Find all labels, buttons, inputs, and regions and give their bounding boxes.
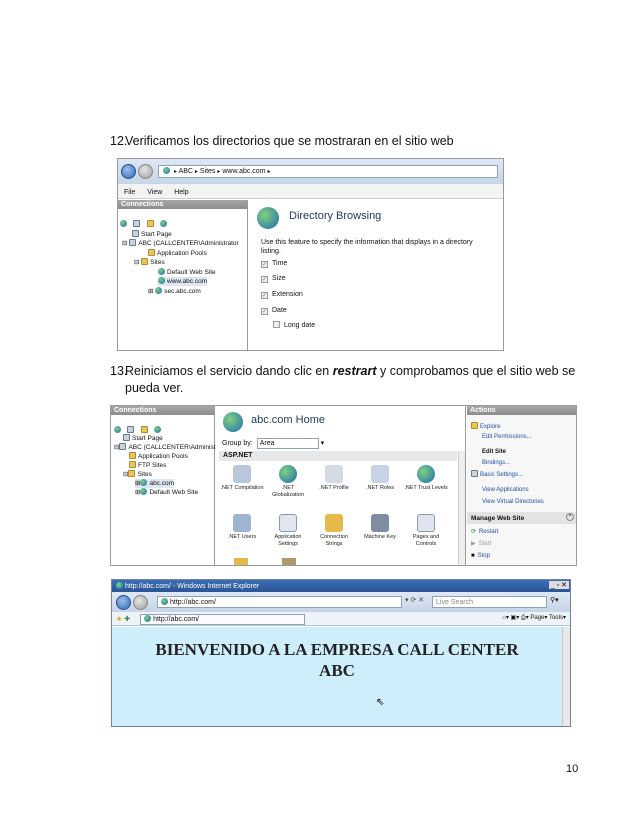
feature-icon-partial [282, 558, 296, 566]
checkbox-icon[interactable]: ✓ [262, 293, 268, 299]
feature-machine-key[interactable]: Machine Key [358, 514, 402, 541]
users-icon [233, 514, 251, 532]
tree-item-sites[interactable]: ⊟ Sites [134, 259, 165, 266]
tools-menu[interactable]: Tools▾ [548, 615, 566, 621]
feature-description: Use this feature to specify the information that displays in a directory listing. [261, 239, 473, 255]
option-extension[interactable]: ✓ Extension [262, 291, 303, 299]
option-size[interactable]: ✓ Size [262, 275, 286, 283]
feature-net-roles[interactable]: .NET Roles [358, 465, 402, 492]
refresh-icon[interactable] [160, 220, 167, 227]
compilation-icon [233, 465, 251, 483]
action-stop[interactable]: ■ Stop [471, 553, 490, 559]
play-icon: ▶ [471, 541, 476, 547]
option-date[interactable]: ✓ Date [262, 307, 287, 315]
settings-icon [471, 470, 478, 477]
app-pools-icon [148, 249, 155, 256]
connections-toolbar [120, 213, 200, 225]
nav-bar [118, 159, 504, 184]
forward-button[interactable] [138, 164, 153, 179]
home-icon [132, 230, 139, 237]
feature-title: Directory Browsing [289, 210, 382, 222]
step-number: 12. [110, 134, 128, 148]
stop-icon: ■ [471, 553, 475, 559]
globe-icon [140, 488, 147, 495]
command-bar [502, 614, 566, 623]
breadcrumb[interactable]: ▸ ABC ▸ Sites ▸ www.abc.com ▸ [158, 165, 498, 178]
feature-application-settings[interactable]: Application Settings [266, 514, 310, 548]
tree-item-abc[interactable]: ⊞ abc.com [135, 480, 175, 487]
collapse-icon[interactable]: ⌃ [567, 514, 573, 520]
action-start: ▶ Start [471, 541, 492, 547]
globe-icon [257, 207, 279, 229]
step-number: 13. [110, 364, 128, 378]
screenshot-directory-browsing [117, 158, 504, 351]
folder-icon[interactable] [141, 426, 148, 433]
home-icon [123, 434, 130, 441]
save-icon[interactable] [133, 220, 140, 227]
action-basic-settings[interactable]: Basic Settings... [471, 470, 523, 479]
globe-icon [223, 412, 243, 432]
tree-item-default-site[interactable]: ⊞ Default Web Site [135, 489, 199, 496]
breadcrumb-item[interactable]: Sites [199, 168, 216, 175]
ftp-icon [129, 461, 136, 468]
menu-bar [118, 184, 504, 199]
sites-icon [128, 470, 135, 477]
group-by-select[interactable]: Area [257, 438, 319, 449]
tree-item-start-page[interactable]: Start Page [132, 230, 172, 239]
page-content [112, 627, 562, 727]
window-title: http://abc.com/ - Windows Internet Explorer [125, 583, 260, 590]
action-edit-permissions[interactable]: Edit Permissions... [482, 434, 532, 440]
tab-bar [112, 612, 571, 626]
tree-item-server[interactable]: ⊟ ABC (CALLCENTER\Administ [114, 444, 216, 451]
globe-icon [279, 465, 297, 483]
app-pools-icon [129, 452, 136, 459]
feature-icon-partial [234, 558, 248, 566]
step-text-continued: pueda ver. [125, 381, 184, 395]
welcome-heading: BIENVENIDO A LA EMPRESA CALL CENTER ABC [155, 640, 519, 680]
back-button[interactable] [121, 164, 136, 179]
feature-net-trust-levels[interactable]: .NET Trust Levels [404, 465, 448, 492]
sites-icon [141, 258, 148, 265]
globe-icon [158, 268, 165, 275]
tree-item-www-abc[interactable]: www.abc.com [158, 277, 207, 286]
section-header: ASP.NET [219, 451, 457, 461]
tree-item-ftp-sites[interactable]: FTP Sites [129, 461, 166, 470]
checkbox-icon[interactable]: ✓ [262, 262, 268, 268]
roles-icon [371, 465, 389, 483]
mouse-cursor-icon: ⇖ [376, 697, 385, 708]
page-icon [144, 615, 151, 622]
checkbox-icon[interactable] [273, 321, 280, 328]
search-field[interactable]: Live Search [432, 596, 547, 608]
key-icon [371, 514, 389, 532]
dropdown-icon[interactable]: ▾ [320, 440, 325, 447]
connections-panel [118, 200, 248, 351]
tree-item-start-page[interactable]: Start Page [123, 434, 163, 443]
home-title: abc.com Home [251, 414, 325, 426]
tree-item-app-pools[interactable]: Application Pools [129, 452, 188, 461]
scrollbar[interactable] [458, 451, 465, 566]
vertical-scrollbar[interactable] [562, 627, 571, 727]
settings-icon [279, 514, 297, 532]
connection-icon [325, 514, 343, 532]
page-icon [161, 598, 168, 605]
action-explore[interactable]: Explore [471, 422, 500, 431]
menu-help[interactable]: Help [174, 189, 189, 196]
step-emphasis: restrart [332, 364, 377, 378]
search-icon[interactable]: ⚲▾ [550, 597, 559, 604]
action-view-applications[interactable]: View Applications [482, 487, 529, 493]
ie-icon [116, 582, 123, 589]
url-field[interactable]: http://abc.com/ [157, 596, 402, 608]
folder-icon[interactable] [147, 220, 154, 227]
connections-header: Connections [111, 406, 214, 415]
menu-file[interactable]: File [124, 189, 136, 196]
restart-icon: ⟳ [471, 529, 477, 535]
group-by [222, 438, 324, 449]
feature-pages-controls[interactable]: Pages and Controls [404, 514, 448, 548]
connect-icon[interactable] [114, 426, 121, 433]
tree-item-sites[interactable]: ⊟ Sites [123, 471, 152, 478]
trust-icon [417, 465, 435, 483]
globe-icon [140, 479, 147, 486]
manage-header: Manage Web Site ⌃ [467, 512, 577, 524]
globe-icon [158, 277, 165, 284]
page-menu[interactable]: Page▾ [530, 615, 548, 621]
step-text: Reiniciamos el servicio dando clic en restrart y comprobamos que el sitio web se [125, 364, 576, 378]
page-number: 10 [566, 763, 579, 775]
title-bar [112, 580, 571, 592]
feature-net-globalization[interactable]: .NET Globalization [266, 465, 310, 499]
save-icon[interactable] [127, 426, 134, 433]
pages-icon [417, 514, 435, 532]
action-edit-site: Edit Site [482, 449, 507, 455]
action-restart[interactable]: ⟳ Restart [471, 529, 499, 535]
server-icon [129, 239, 136, 246]
breadcrumb-item[interactable]: www.abc.com [222, 168, 266, 175]
screenshot-site-home [110, 405, 577, 566]
window-controls[interactable]: _ ▫ ✕ [550, 582, 567, 589]
step-text: Verificamos los directorios que se mostraran en el sitio web [125, 134, 454, 148]
tree-item-default-site[interactable]: Default Web Site [158, 268, 216, 277]
globe-icon [155, 287, 162, 294]
back-button[interactable] [116, 595, 131, 610]
refresh-stop-icons[interactable]: ▾ ⟳ ✕ [405, 597, 425, 604]
connect-icon[interactable] [120, 220, 127, 227]
globe-icon [163, 167, 170, 174]
actions-pane [467, 406, 577, 566]
feature-connection-strings[interactable]: Connection Strings [312, 514, 356, 548]
actions-header: Actions [467, 406, 577, 415]
address-bar [112, 592, 571, 612]
feature-net-users[interactable]: .NET Users [220, 514, 264, 541]
home-pane [216, 406, 466, 566]
tree-item-server[interactable]: ⊟ ABC (CALLCENTER\Administrator [122, 240, 239, 247]
feature-net-profile[interactable]: .NET Profile [312, 465, 356, 492]
tree-item-sec-abc[interactable]: ⊞ sec.abc.com [148, 288, 201, 295]
menu-view[interactable]: View [147, 189, 163, 196]
connections-header: Connections [118, 200, 247, 209]
tab-current[interactable]: http://abc.com/ [140, 614, 305, 625]
feature-net-compilation[interactable]: .NET Compilation [220, 465, 264, 492]
option-long-date[interactable]: Long date [273, 321, 315, 330]
option-time[interactable]: ✓ Time [262, 260, 288, 268]
server-icon [119, 443, 126, 450]
tree-item-app-pools[interactable]: Application Pools [148, 249, 207, 258]
checkbox-icon[interactable]: ✓ [262, 309, 268, 315]
action-bindings[interactable]: Bindings... [482, 460, 511, 466]
add-favorite-icon[interactable]: ✚ [124, 616, 131, 623]
feeds-icon[interactable]: ▣▾ [510, 615, 520, 621]
breadcrumb-item[interactable]: ABC [178, 168, 193, 175]
explore-icon [471, 422, 478, 429]
print-icon[interactable]: ⎙▾ [520, 615, 529, 621]
refresh-icon[interactable] [154, 426, 161, 433]
home-icon[interactable]: ⌂▾ [502, 615, 509, 621]
connections-panel [111, 406, 215, 566]
action-view-virtual-dirs[interactable]: View Virtual Directories [482, 499, 544, 505]
profile-icon [325, 465, 343, 483]
forward-button[interactable] [133, 595, 148, 610]
favorites-star-icon[interactable]: ★ [116, 616, 123, 623]
feature-pane [249, 200, 504, 351]
screenshot-browser [111, 579, 571, 727]
group-by-label: Group by: [222, 440, 253, 447]
checkbox-icon[interactable]: ✓ [262, 277, 268, 283]
